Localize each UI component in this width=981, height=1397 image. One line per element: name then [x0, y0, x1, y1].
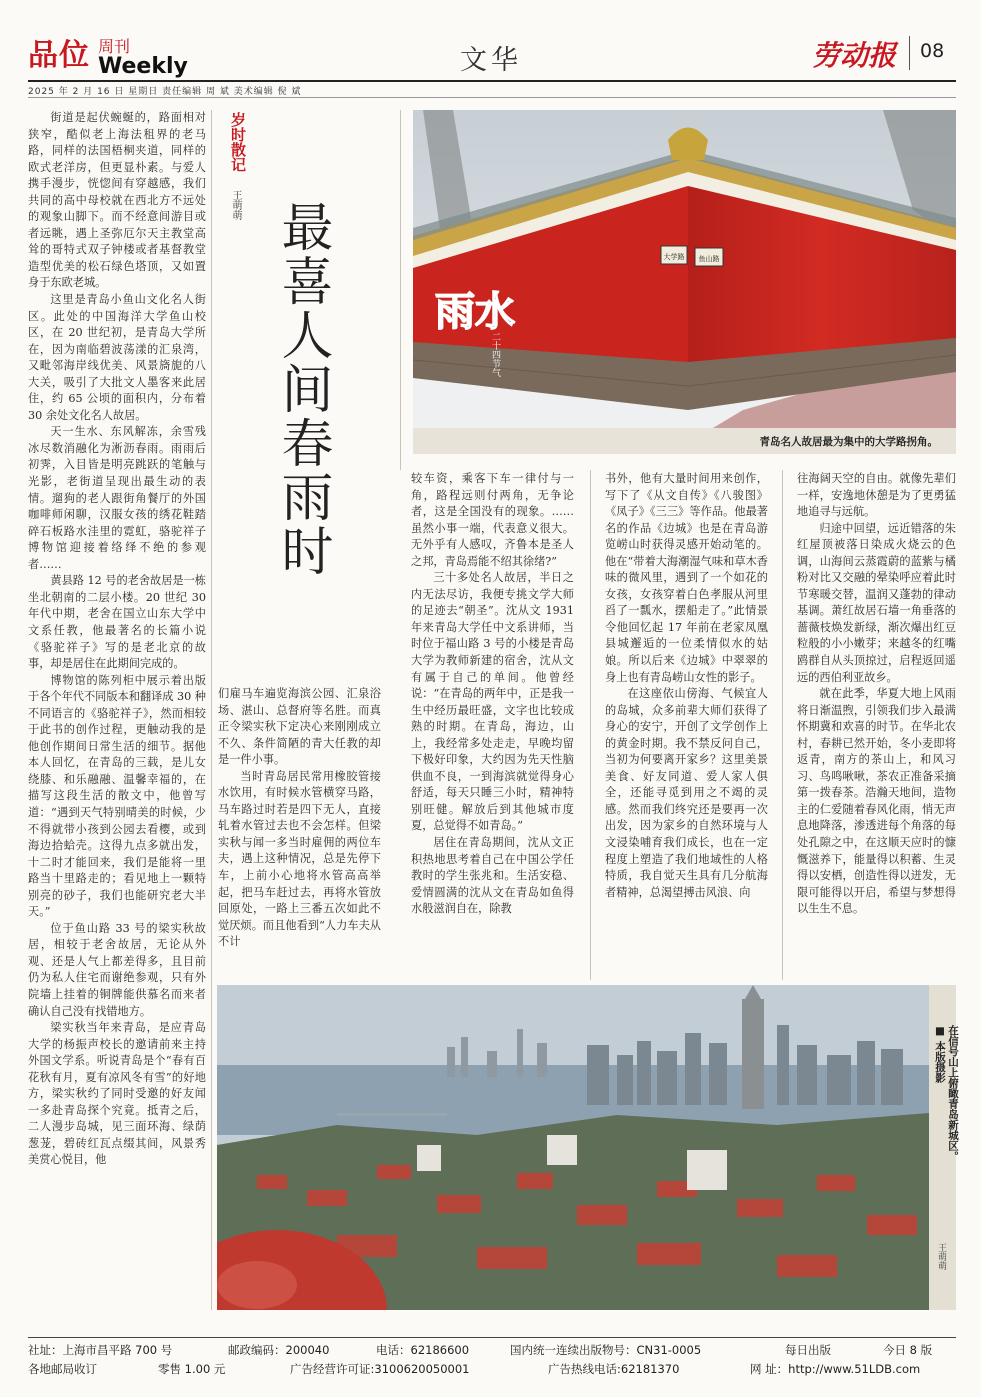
top-photo-caption: 青岛名人故居最为集中的大学路拐角。	[759, 436, 938, 448]
column-divider	[211, 110, 212, 1310]
logo-en: Weekly	[98, 54, 188, 79]
footer-rule	[28, 1337, 956, 1338]
photo-credit-label: ■ 本版摄影	[934, 1025, 946, 1083]
article-paragraph: 三十多处名人故居，半日之内无法尽访，我便专挑文学大师的足迹去“朝圣”。沈从文 1931 年来青岛大学任中文系讲师，当时位于福山路 3 号的小楼是青岛大学为教师新建的宿舍，沈从文有属于自己的单间。他曾经说：“在青岛的两年中，正是我一生中经历最旺盛，文字也比较成熟的时期。在青岛，海边，山上，我经常多处走走，早晚均留下极好印象，大约因为先天性脑供血不良，一到海滨就觉得身心舒适，每天只睡三小时，精神特别旺健。解放后到其他城市度夏，总觉得不如青岛。”	[411, 571, 574, 833]
column-divider	[400, 110, 401, 470]
photo-wall-illustration	[413, 110, 956, 428]
bottom-photo-caption: 在信号山上俯瞰青岛新城区。 ■ 本版摄影	[934, 1025, 959, 1162]
page-number: 08	[920, 40, 945, 62]
newspaper-brand: 劳动报	[812, 39, 897, 72]
footer-row-1	[28, 1342, 956, 1358]
text-column-4	[605, 471, 768, 901]
article-paragraph: 博物馆的陈列柜中展示着出版于各个年代不同版本和翻译成 30 种不同语言的《骆驼祥子》，然而相较于此书的创作过程，更触动我的是他创作期间日常生活的细节。据他本人回忆，在青岛的三载，是儿女绕膝、和乐融融、温馨幸福的，在描写这段生活的散文中，他曾写道：“遇到天气特别晴美的时候，少不得就带小孩到公园去看樱，或到海边拾蛤壳。这得九点多就出发，十二时才能回来，我们是能将一里路当十里路走的；看见地上一颗特别亮的砂子，我们也能研究老大半天。”	[28, 673, 206, 919]
logo-main: 品位	[28, 38, 90, 73]
photo-qingdao-new-city	[217, 985, 929, 1310]
article-title: 最喜人间春雨时	[272, 200, 332, 578]
article-paragraph: 在这座依山傍海、气候宜人的岛城，众多前辈大师们获得了身心的安宁，开创了文学创作上的黄金时期。我不禁反问自己，当初为何要离开家乡？这里美景美食、好友同道、爱人家人俱全，还能寻觅到用之不竭的灵感。然而我们终究还是要再一次出发，因为家乡的自然环境与人文浸染哺育我们成长，也在一定程度上塑造了我们地域性的人格特质，我自觉天生具有几分航海者精神，总渴望搏击风浪、向	[605, 687, 768, 899]
section-title: 文华	[460, 45, 522, 76]
article-paragraph: 们雇马车遍览海滨公园、汇泉浴场、湛山、总督府等名胜。而真正令梁实秋下定决心来刚刚成立不久、条件简陋的青大任教的却是一件小事。	[218, 687, 381, 767]
footer-price: 零售 1.00 元	[158, 1362, 226, 1376]
overlay-title-rain-water: 雨水	[435, 289, 515, 335]
article-paragraph: 黄县路 12 号的老舍故居是一栋坐北朝南的二层小楼。20 世纪 30 年代中期，老舍在国立山东大学中文系任教，他最著名的长篇小说《骆驼祥子》写的是老北京的故事，却是居住在此期间完成的。	[28, 574, 206, 671]
column-divider	[782, 470, 783, 980]
article-paragraph: 就在此季，华夏大地上风雨将日渐温煦，引领我们步入最满怀期冀和欢喜的时节。在华北农村，春耕已然开始，冬小麦即将返青，南方的茶山上，和风习习、鸟鸣啾啾，茶农正准备采摘第一拨春茶。浩瀚天地间，造物主的仁爱随着春风化雨，悄无声息地降落，渗透进每个角落的每处孔隙之中，在这顺天应时的慷慨滋养下，能量得以积蓄、生灵得以安栖，创造性得以迸发，无限可能得以开启，希望与梦想得以生生不息。	[797, 687, 956, 916]
page-number-divider	[909, 36, 910, 70]
photo-university-road-corner	[413, 110, 956, 428]
footer-phone: 电话：62186600	[376, 1343, 470, 1357]
footer-website[interactable]: 网 址：http://www.51LDB.com	[750, 1362, 921, 1376]
article-paragraph: 位于鱼山路 33 号的梁实秋故居，相较于老舍故居，无论从外观、还是人气上都差得多，且目前仍为私人住宅而谢绝参观，只有外院墙上挂着的铜牌能供慕名而来者确认自己没有找错地方。	[28, 921, 206, 1018]
footer-postcode: 邮政编码：200040	[228, 1343, 330, 1357]
overlay-subtitle-solar-term: 二十四节气	[490, 332, 500, 377]
footer-cn-number: 国内统一连续出版物号：CN31-0005	[510, 1343, 702, 1357]
article-paragraph: 天一生水、东风解冻，余雪残冰尽数消融化为淅沥春雨。雨雨后初霁，入目皆是明亮跳跃的笔触与光影，老街道呈现出最生动的表情。遛狗的老人跟街角餐厅的外国咖啡师闲聊，汉服女孩的绣花鞋踏碎石板路水洼里的霓虹，骆驼祥子博物馆迎接着络绎不绝的参观者……	[28, 425, 206, 571]
sign-university-road: 大学路	[663, 253, 685, 261]
article-paragraph: 街道是起伏蜿蜒的，路面相对狭窄，酷似老上海法租界的老马路，同样的法国梧桐夹道，同样的欧式老洋房，但更显朴素。与爱人携手漫步，恍惚间有穿越感，我们共同的高中母校就在西北方不远处的观象山脚下。而不经意间游目或者远眺，遇上圣弥厄尔天主教堂高耸的哥特式双子钟楼或者基督教堂造型优美的松石绿色塔顶，又如置身于东欧老城。	[28, 111, 206, 290]
sign-yushan-road: 鱼山路	[698, 255, 720, 263]
text-column-2	[218, 686, 381, 951]
footer-ad-license: 广告经营许可证:3100620050001	[290, 1362, 470, 1376]
footer-row-2	[28, 1361, 956, 1377]
text-column-5	[797, 471, 956, 918]
text-column-1	[28, 110, 206, 1169]
photo-city-illustration	[217, 985, 929, 1310]
footer-address: 社址：上海市昌平路 700 号	[28, 1343, 173, 1357]
article-paragraph: 归途中回望，远近错落的朱红屋顶被落日染成火烧云的色调，山海间云蒸霞蔚的蓝紫与橘粉对比又交融的晕染呼应着此时节寒暖交替，温润又蓬勃的律动基调。萧红故居石墙一角垂落的蔷薇枝焕发新绿，渐次爆出红豆粒般的小小嫩芽；来越冬的红嘴鸥群自从头顶掠过，启程返回遥远的西伯利亚故乡。	[797, 521, 956, 684]
column-divider	[590, 470, 591, 980]
logo-sub: 周刊	[98, 37, 131, 56]
article-paragraph: 书外，他有大量时间用来创作，写下了《从文自传》《八骏图》《凤子》《三三》等作品。他最著名的作品《边城》也是在青岛游览崂山时获得灵感开始动笔的。他在“带着大海潮湿气味和草木香味的微风里，遇到了一个如花的女孩，女孩穿着白色孝服从河里舀了一瓢水，摆船走了。”此情景令他回忆起 17 年前在老家凤凰县城邂逅的一位柔情似水的姑娘。所以后来《边城》中翠翠的身上也有青岛崂山女性的影子。	[605, 472, 768, 684]
bottom-photo-caption-bar	[929, 985, 959, 1310]
dateline: 2025 年 2 月 16 日 星期日 责任编辑 周 斌 美术编辑 倪 斌	[28, 87, 302, 97]
footer-daily: 每日出版	[785, 1343, 831, 1357]
dateline-rule	[28, 97, 956, 98]
article-paragraph: 居住在青岛期间，沈从文正积热地思考着自己在中国公学任教时的学生张兆和。生活安稳、爱情圆满的沈从文在青岛如鱼得水般滋润自在，除教	[411, 836, 574, 916]
article-kicker: 岁时散记	[229, 112, 247, 172]
top-photo-caption-bar	[413, 428, 956, 454]
masthead-rule	[28, 80, 956, 82]
article-author: 王萌萌	[230, 190, 241, 220]
footer-pages: 今日 8 版	[883, 1343, 933, 1357]
footer-ad-hotline: 广告热线电话:62181370	[548, 1362, 680, 1376]
article-paragraph: 这里是青岛小鱼山文化名人街区。此处的中国海洋大学鱼山校区，在 20 世纪初，是青岛大学所在，因为南临碧波荡漾的汇泉湾，又毗邻海岸线优美、风景旖旎的八大关，吸引了大批文人墨客来此居住，约 65 公顷的面积内，分布着 30 余处文化名人故居。	[28, 293, 206, 422]
photo-credit-name: 王萌萌	[936, 1243, 946, 1270]
footer-subscribe: 各地邮局收订	[28, 1362, 97, 1376]
article-paragraph: 较车资，乘客下车一律付与一角，路程远则付两角，无争论者，这是全国没有的现象。……虽然小事一端，代表意义很大。无外乎有人感叹，齐鲁本是圣人之邦，青岛焉能不绍其徐绪?”	[411, 472, 574, 568]
article-paragraph: 当时青岛居民常用橡胶管接水饮用，有时候水管横穿马路，马车路过时若是四下无人，直接轧着水管过去也不会怎样。但梁实秋与闻一多当时雇佣的两位车夫，遇上这种情况，总是先停下车，上前小心地将水管高高举起，把马车赶过去，再将水管放回原处，一路上三番五次如此不觉厌烦。而且他看到“人力车夫从不计	[218, 769, 381, 949]
text-column-3	[411, 471, 574, 918]
article-paragraph: 梁实秋当年来青岛，是应青岛大学的杨振声校长的邀请前来主持外国文学系。听说青岛是个“春有百花秋有月，夏有凉风冬有雪”的好地方，梁实秋约了同时受邀的好友闻一多赴青岛探个究竟。抵青之后，二人漫步岛城，见三面环海、绿荫葱茏，碧砖红瓦点缀其间，风景秀美赏心悦目，他	[28, 1021, 206, 1167]
article-paragraph: 往海阔天空的自由。就像先辈们一样，安逸地休憩是为了更勇猛地追寻与远航。	[797, 472, 956, 519]
